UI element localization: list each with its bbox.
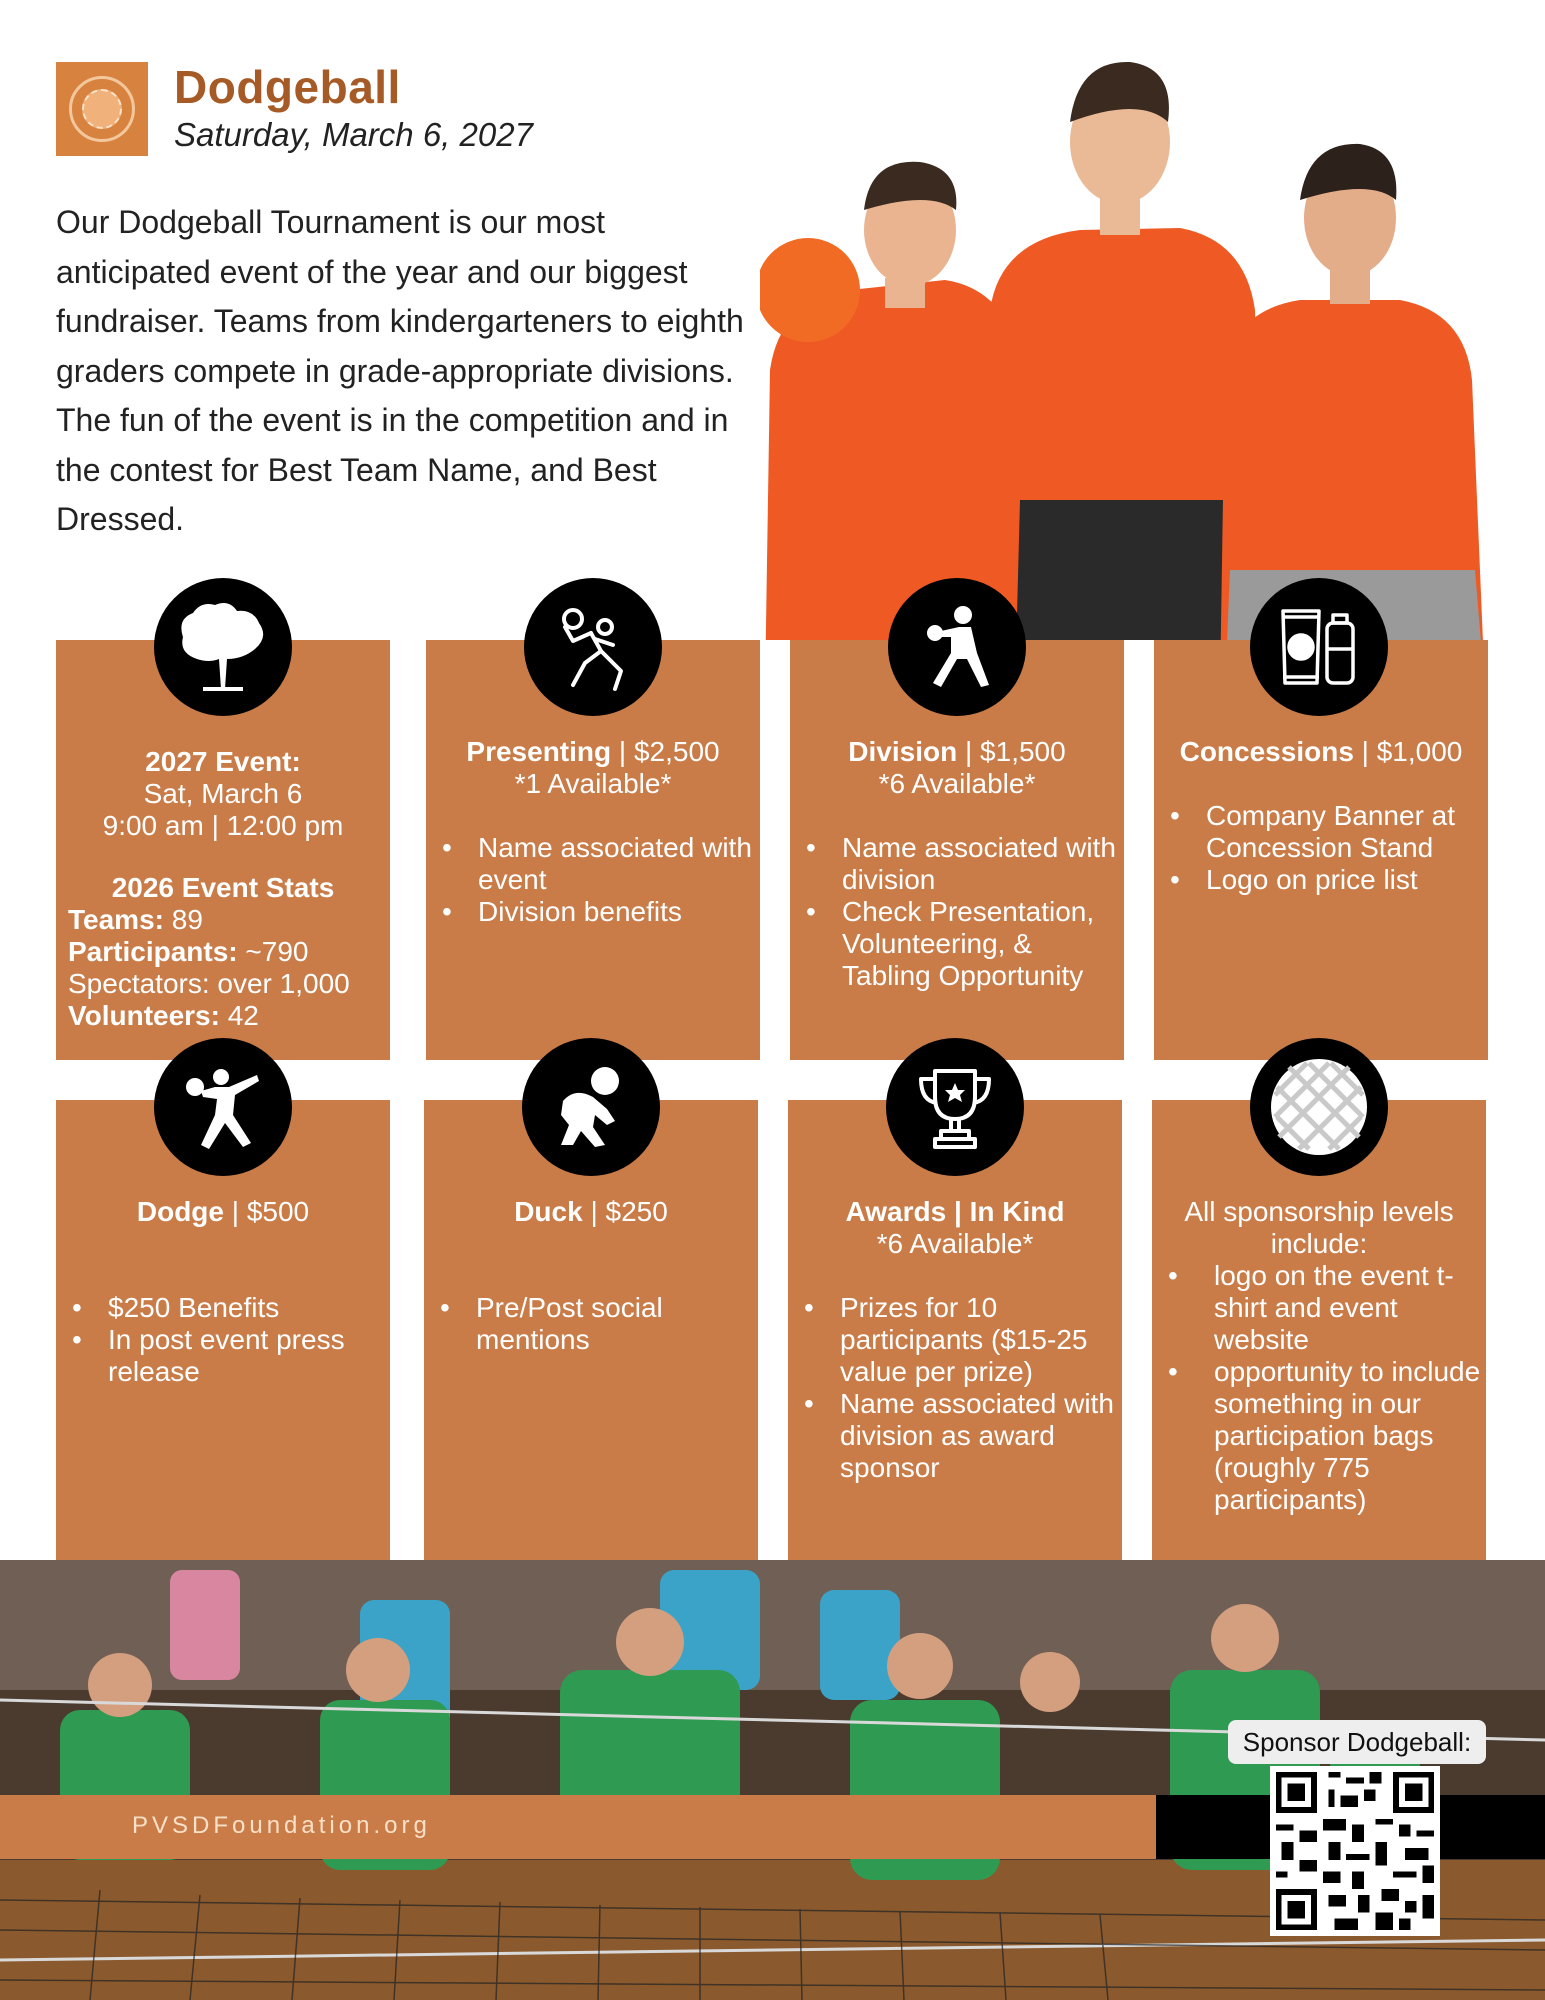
thrower-icon xyxy=(154,1038,292,1176)
intro-paragraph: Our Dodgeball Tournament is our most anticipated event of the year and our biggest fundraiser. Teams from kindergarteners to eighth graders compete in grade-appropriate divisions. The fun of the event is in the competition and in the contest for Best Team Name, and Best Dressed. xyxy=(56,204,744,537)
sponsor-label: Sponsor Dodgeball: xyxy=(1228,1720,1486,1764)
players-photo xyxy=(760,50,1490,640)
net-pattern-icon xyxy=(1250,1038,1388,1176)
duck-card: Duck | $250 • Pre/Post social mentions xyxy=(424,1100,758,1570)
concessions-card: Concessions | $1,000 • Company Banner at Concession Stand • Logo on price list xyxy=(1154,640,1488,1060)
list-item: • Name associated with event xyxy=(426,832,760,896)
trophy-icon xyxy=(886,1038,1024,1176)
list-item: • $250 Benefits xyxy=(56,1292,390,1324)
event-heading: 2027 Event: xyxy=(145,746,301,777)
awards-card: Awards | In Kind *6 Available* • Prizes for 10 participants ($15-25 value per prize) • Name associated with division as award sponsor xyxy=(788,1100,1122,1570)
dodge-card: Dodge | $500 • $250 Benefits • In post event press release xyxy=(56,1100,390,1570)
stat-volunteers: Volunteers: 42 xyxy=(68,1000,259,1031)
event-date: Saturday, March 6, 2027 xyxy=(174,116,533,153)
presenting-card: Presenting | $2,500 *1 Available* • Name associated with event • Division benefits xyxy=(426,640,760,1060)
dodgeball-icon xyxy=(760,238,860,342)
list-item: • Prizes for 10 participants ($15-25 value per prize) xyxy=(788,1292,1122,1388)
list-item: • Check Presentation, Volunteering, & Tabling Opportunity xyxy=(790,896,1124,992)
list-item: • Division benefits xyxy=(426,896,760,928)
player-icon xyxy=(888,578,1026,716)
list-item: • Pre/Post social mentions xyxy=(424,1292,758,1356)
stats-heading: 2026 Event Stats xyxy=(111,872,335,903)
list-item: • Company Banner at Concession Stand xyxy=(1154,800,1488,864)
snacks-icon xyxy=(1250,578,1388,716)
stat-teams: Teams: 89 xyxy=(68,904,203,935)
list-item: • Name associated with division xyxy=(790,832,1124,896)
foundation-logo xyxy=(56,62,148,156)
qr-code-icon[interactable] xyxy=(1270,1766,1440,1936)
list-item: • In post event press release xyxy=(56,1324,390,1388)
tree-icon xyxy=(154,578,292,716)
list-item: • opportunity to include something in our participation bags (roughly 775 participants) xyxy=(1152,1356,1486,1516)
event-time: 9:00 am | 12:00 pm xyxy=(102,810,344,841)
list-item: • Name associated with division as award sponsor xyxy=(788,1388,1122,1484)
logo-seal-icon xyxy=(69,76,135,142)
event-date-short: Sat, March 6 xyxy=(143,778,303,809)
list-item: • logo on the event t-shirt and event website xyxy=(1152,1260,1486,1356)
ducking-player-icon xyxy=(522,1038,660,1176)
stat-participants: Participants: ~790 xyxy=(68,936,309,967)
division-card: Division | $1,500 *6 Available* • Name associated with division • Check Presentation, Volunteering, & Tabling Opportunity xyxy=(790,640,1124,1060)
page-title: Dodgeball xyxy=(174,61,401,113)
website-link[interactable]: PVSDFoundation.org xyxy=(132,1812,431,1839)
all-levels-intro: All sponsorship levels include: xyxy=(1184,1196,1454,1259)
stat-spectators: Spectators: over 1,000 xyxy=(68,968,350,999)
handball-player-icon xyxy=(524,578,662,716)
player-right xyxy=(1220,144,1485,640)
list-item: • Logo on price list xyxy=(1154,864,1488,896)
